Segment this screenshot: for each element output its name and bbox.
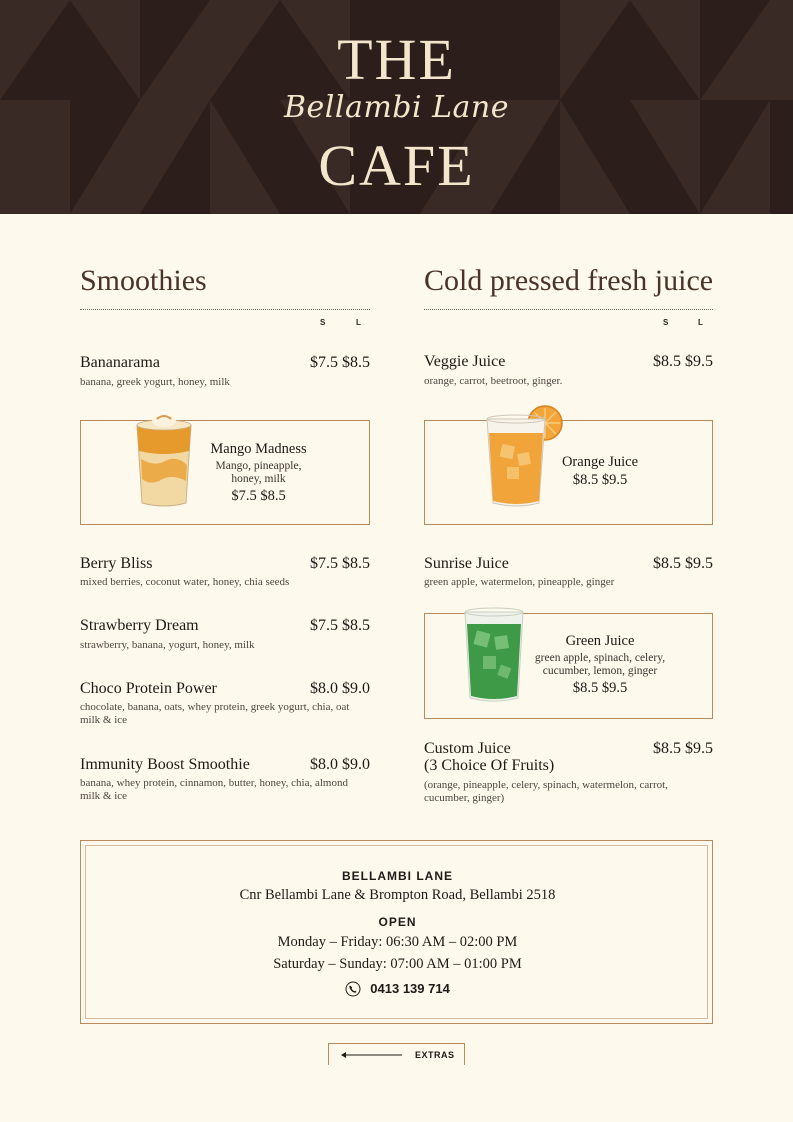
extras-label: EXTRAS (415, 1050, 455, 1060)
feature-item-price: $8.5 $9.5 (572, 680, 628, 696)
menu-item-name: Berry Bliss (80, 555, 153, 572)
menu-item-desc: banana, greek yogurt, honey, milk (80, 376, 230, 388)
juices-heading: Cold pressed fresh juice (424, 264, 714, 297)
hours-weekend: Saturday – Sunday: 07:00 AM – 01:00 PM (273, 956, 522, 972)
menu-item-desc: orange, carrot, beetroot, ginger. (424, 375, 563, 387)
menu-item-price: $7.5 $8.5 (310, 555, 370, 572)
feature-item-name: Orange Juice (561, 454, 639, 470)
size-small-label: S (663, 318, 669, 327)
menu-item-name: Immunity Boost Smoothie (80, 756, 250, 773)
menu-item-price: $8.0 $9.0 (310, 756, 370, 773)
feature-card-mango (80, 420, 370, 525)
divider (424, 309, 713, 310)
phone-number[interactable]: 0413 139 714 (370, 981, 450, 996)
menu-item-desc: strawberry, banana, yogurt, honey, milk (80, 639, 255, 651)
divider (80, 309, 370, 310)
menu-item-price: $8.5 $9.5 (653, 740, 713, 757)
menu-item-price: $7.5 $8.5 (310, 354, 370, 371)
menu-item-name: Veggie Juice (424, 353, 506, 370)
feature-item-desc: Mango, pineapple, honey, milk (215, 460, 302, 485)
phone-icon (345, 981, 361, 997)
feature-item-name: Green Juice (565, 633, 635, 649)
menu-item-subname: (3 Choice Of Fruits) (424, 757, 555, 774)
info-box (80, 840, 713, 1024)
menu-item-desc: banana, whey protein, cinnamon, butter, honey, chia, almond milk & ice (80, 777, 348, 802)
size-small-label: S (320, 318, 326, 327)
menu-item-price: $8.5 $9.5 (653, 353, 713, 370)
menu-item-desc: (orange, pineapple, celery, spinach, watermelon, carrot, cucumber, ginger) (424, 779, 668, 804)
menu-item-name: Custom Juice (424, 740, 511, 757)
menu-item-name: Sunrise Juice (424, 555, 509, 572)
cafe-title-cafe: CAFE (318, 133, 475, 198)
menu-item-desc: green apple, watermelon, pineapple, ginger (424, 576, 615, 588)
menu-item-name: Bananarama (80, 354, 160, 371)
size-large-label: L (698, 318, 703, 327)
header-banner (0, 0, 793, 214)
menu-item-desc: mixed berries, coconut water, honey, chia seeds (80, 576, 290, 588)
size-large-label: L (356, 318, 361, 327)
smoothies-heading: Smoothies (80, 264, 207, 297)
menu-item-price: $8.0 $9.0 (310, 680, 370, 697)
phone-row[interactable] (81, 978, 714, 996)
feature-item-desc: green apple, spinach, celery, cucumber, lemon, ginger (534, 652, 666, 677)
cafe-title-the: THE (337, 27, 456, 92)
feature-item-price: $7.5 $8.5 (231, 488, 286, 504)
menu-item-price: $8.5 $9.5 (653, 555, 713, 572)
extras-nav-button[interactable] (328, 1043, 465, 1065)
menu-item-name: Choco Protein Power (80, 680, 217, 697)
mango-smoothie-icon (131, 411, 197, 511)
feature-item-name: Mango Madness (210, 441, 307, 457)
feature-item-price: $8.5 $9.5 (572, 472, 628, 488)
feature-card-orange (424, 420, 713, 525)
menu-item-name: Strawberry Dream (80, 617, 199, 634)
menu-item-price: $7.5 $8.5 (310, 617, 370, 634)
cafe-title-script: Bellambi Lane (283, 90, 510, 125)
arrow-left-icon (341, 1050, 403, 1060)
green-juice-icon (461, 606, 527, 706)
open-heading: OPEN (378, 915, 417, 929)
hours-weekday: Monday – Friday: 06:30 AM – 02:00 PM (277, 934, 518, 950)
address-text: Cnr Bellambi Lane & Brompton Road, Bellambi 2518 (239, 887, 556, 903)
feature-card-green (424, 613, 713, 719)
location-heading: BELLAMBI LANE (342, 869, 453, 883)
menu-item-desc: chocolate, banana, oats, whey protein, greek yogurt, chia, oat milk & ice (80, 701, 350, 726)
